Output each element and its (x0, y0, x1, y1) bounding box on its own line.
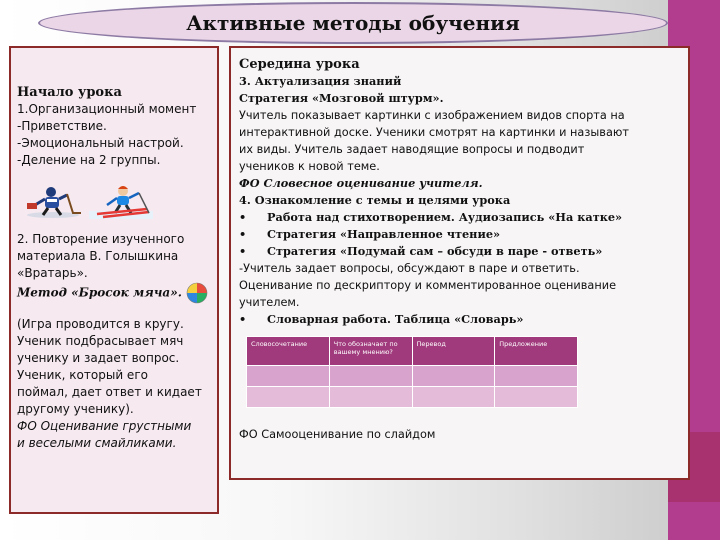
slide-title: Активные методы обучения (38, 2, 668, 44)
game-description-line: Ученик, который его (17, 368, 148, 382)
ball-method-label: Метод «Бросок мяча». (17, 285, 182, 300)
bullet-item (239, 243, 680, 260)
hockey-player-image (21, 185, 85, 219)
table-header-cell: Словосочетание (247, 337, 330, 366)
table-header-cell: Перевод (412, 337, 495, 366)
dictionary-table (246, 336, 578, 408)
self-assessment-footer: ФО Самооценивание по слайдом (239, 428, 436, 441)
paragraph-line: Оценивание по дескриптору и комментированное оценивание (239, 279, 617, 292)
bullet-item (239, 209, 680, 226)
teacher-assessment: ФО Словесное оценивание учителя. (239, 176, 483, 190)
skier-image (89, 183, 153, 221)
bullet-item (239, 226, 680, 243)
left-review-line: «Вратарь». (17, 266, 88, 280)
table-header-cell: Что обозначает по вашему мнению? (329, 337, 412, 366)
assessment-line: ФО Оценивание грустными (17, 419, 192, 433)
lesson-middle-heading: Середина урока (239, 57, 360, 72)
lesson-start-panel (9, 46, 219, 514)
paragraph-line: интерактивной доске. Ученики смотрят на картинки и называют (239, 126, 629, 139)
step-3-heading: 3. Актуализация знаний (239, 74, 402, 88)
brainstorm-strategy: Стратегия «Мозговой штурм». (239, 91, 444, 105)
ball-icon (186, 282, 208, 304)
bullet-icon: • (239, 312, 247, 326)
table-header-cell: Предложение (495, 337, 578, 366)
game-description-line: другому ученику). (17, 402, 134, 416)
lesson-start-heading: Начало урока (17, 85, 122, 100)
bullet-item (239, 311, 680, 328)
left-review-line: 2. Повторение изученного (17, 232, 185, 246)
assessment-line: и веселыми смайликами. (17, 436, 177, 450)
bullet-icon: • (239, 210, 247, 224)
paragraph-line: учеников к новой теме. (239, 160, 380, 173)
sport-pictures (17, 183, 211, 225)
table-row (247, 366, 578, 387)
bullet-text: Стратегия «Подумай сам – обсуди в паре - ответь» (267, 244, 603, 258)
left-review-line: материала В. Голышкина (17, 249, 179, 263)
paragraph-line: учителем. (239, 296, 300, 309)
bullet-icon: • (239, 227, 247, 241)
left-line: 1.Организационный момент (17, 102, 197, 116)
left-line: -Приветствие. (17, 119, 107, 133)
game-description-line: (Игра проводится в кругу. (17, 317, 184, 331)
table-row (247, 387, 578, 408)
game-description-line: поймал, дает ответ и кидает (17, 385, 202, 399)
bullet-text: Стратегия «Направленное чтение» (267, 227, 501, 241)
paragraph-line: Учитель показывает картинки с изображением видов спорта на (239, 109, 625, 122)
left-line: -Деление на 2 группы. (17, 153, 161, 167)
bullet-text: Словарная работа. Таблица «Словарь» (267, 312, 524, 326)
game-description-line: Ученик подбрасывает мяч (17, 334, 184, 348)
bullet-text: Работа над стихотворением. Аудиозапись «На катке» (267, 210, 623, 224)
bullet-icon: • (239, 244, 247, 258)
left-line: -Эмоциональный настрой. (17, 136, 184, 150)
game-description-line: ученику и задает вопрос. (17, 351, 180, 365)
step-4-heading: 4. Ознакомление с темы и целями урока (239, 193, 511, 207)
paragraph-line: -Учитель задает вопросы, обсуждают в паре и ответить. (239, 262, 580, 275)
paragraph-line: их виды. Учитель задает наводящие вопросы и подводит (239, 143, 585, 156)
table-header-row (247, 337, 578, 366)
lesson-middle-panel (229, 46, 690, 480)
